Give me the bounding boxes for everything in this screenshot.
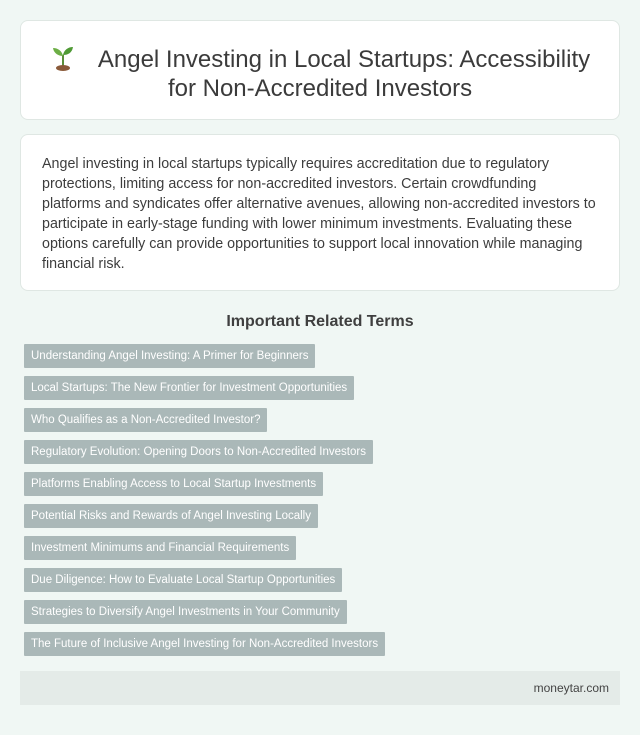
related-term-tag[interactable]: Who Qualifies as a Non-Accredited Investor? xyxy=(24,408,267,432)
footer-site-link[interactable]: moneytar.com xyxy=(533,681,609,695)
related-term-tag[interactable]: The Future of Inclusive Angel Investing for Non-Accredited Investors xyxy=(24,632,385,656)
related-terms-heading: Important Related Terms xyxy=(226,313,414,330)
title-card xyxy=(20,20,620,120)
related-term-tag[interactable]: Understanding Angel Investing: A Primer for Beginners xyxy=(24,344,315,368)
page-title: Angel Investing in Local Startups: Accessibility for Non-Accredited Investors xyxy=(97,46,591,102)
related-term-tag[interactable]: Strategies to Diversify Angel Investments in Your Community xyxy=(24,600,347,624)
sprout-icon xyxy=(50,43,76,71)
related-term-tag[interactable]: Local Startups: The New Frontier for Investment Opportunities xyxy=(24,376,354,400)
related-terms-list xyxy=(24,344,385,664)
page-title-row xyxy=(21,43,619,103)
related-term-tag[interactable]: Potential Risks and Rewards of Angel Investing Locally xyxy=(24,504,318,528)
related-term-tag[interactable]: Due Diligence: How to Evaluate Local Startup Opportunities xyxy=(24,568,342,592)
footer xyxy=(20,671,620,705)
related-term-tag[interactable]: Regulatory Evolution: Opening Doors to Non-Accredited Investors xyxy=(24,440,373,464)
summary-card xyxy=(20,134,620,291)
related-term-tag[interactable]: Investment Minimums and Financial Requirements xyxy=(24,536,296,560)
related-term-tag[interactable]: Platforms Enabling Access to Local Startup Investments xyxy=(24,472,323,496)
summary-text: Angel investing in local startups typically requires accreditation due to regulatory protections, limiting access for non-accredited investors. Certain crowdfunding platforms and syndicates offer alternative avenues, allowing non-accredited investors to participate in early-stage funding with lower minimum investments. Evaluating these options carefully can provide opportunities to support local innovation while managing financial risk. xyxy=(42,156,596,272)
